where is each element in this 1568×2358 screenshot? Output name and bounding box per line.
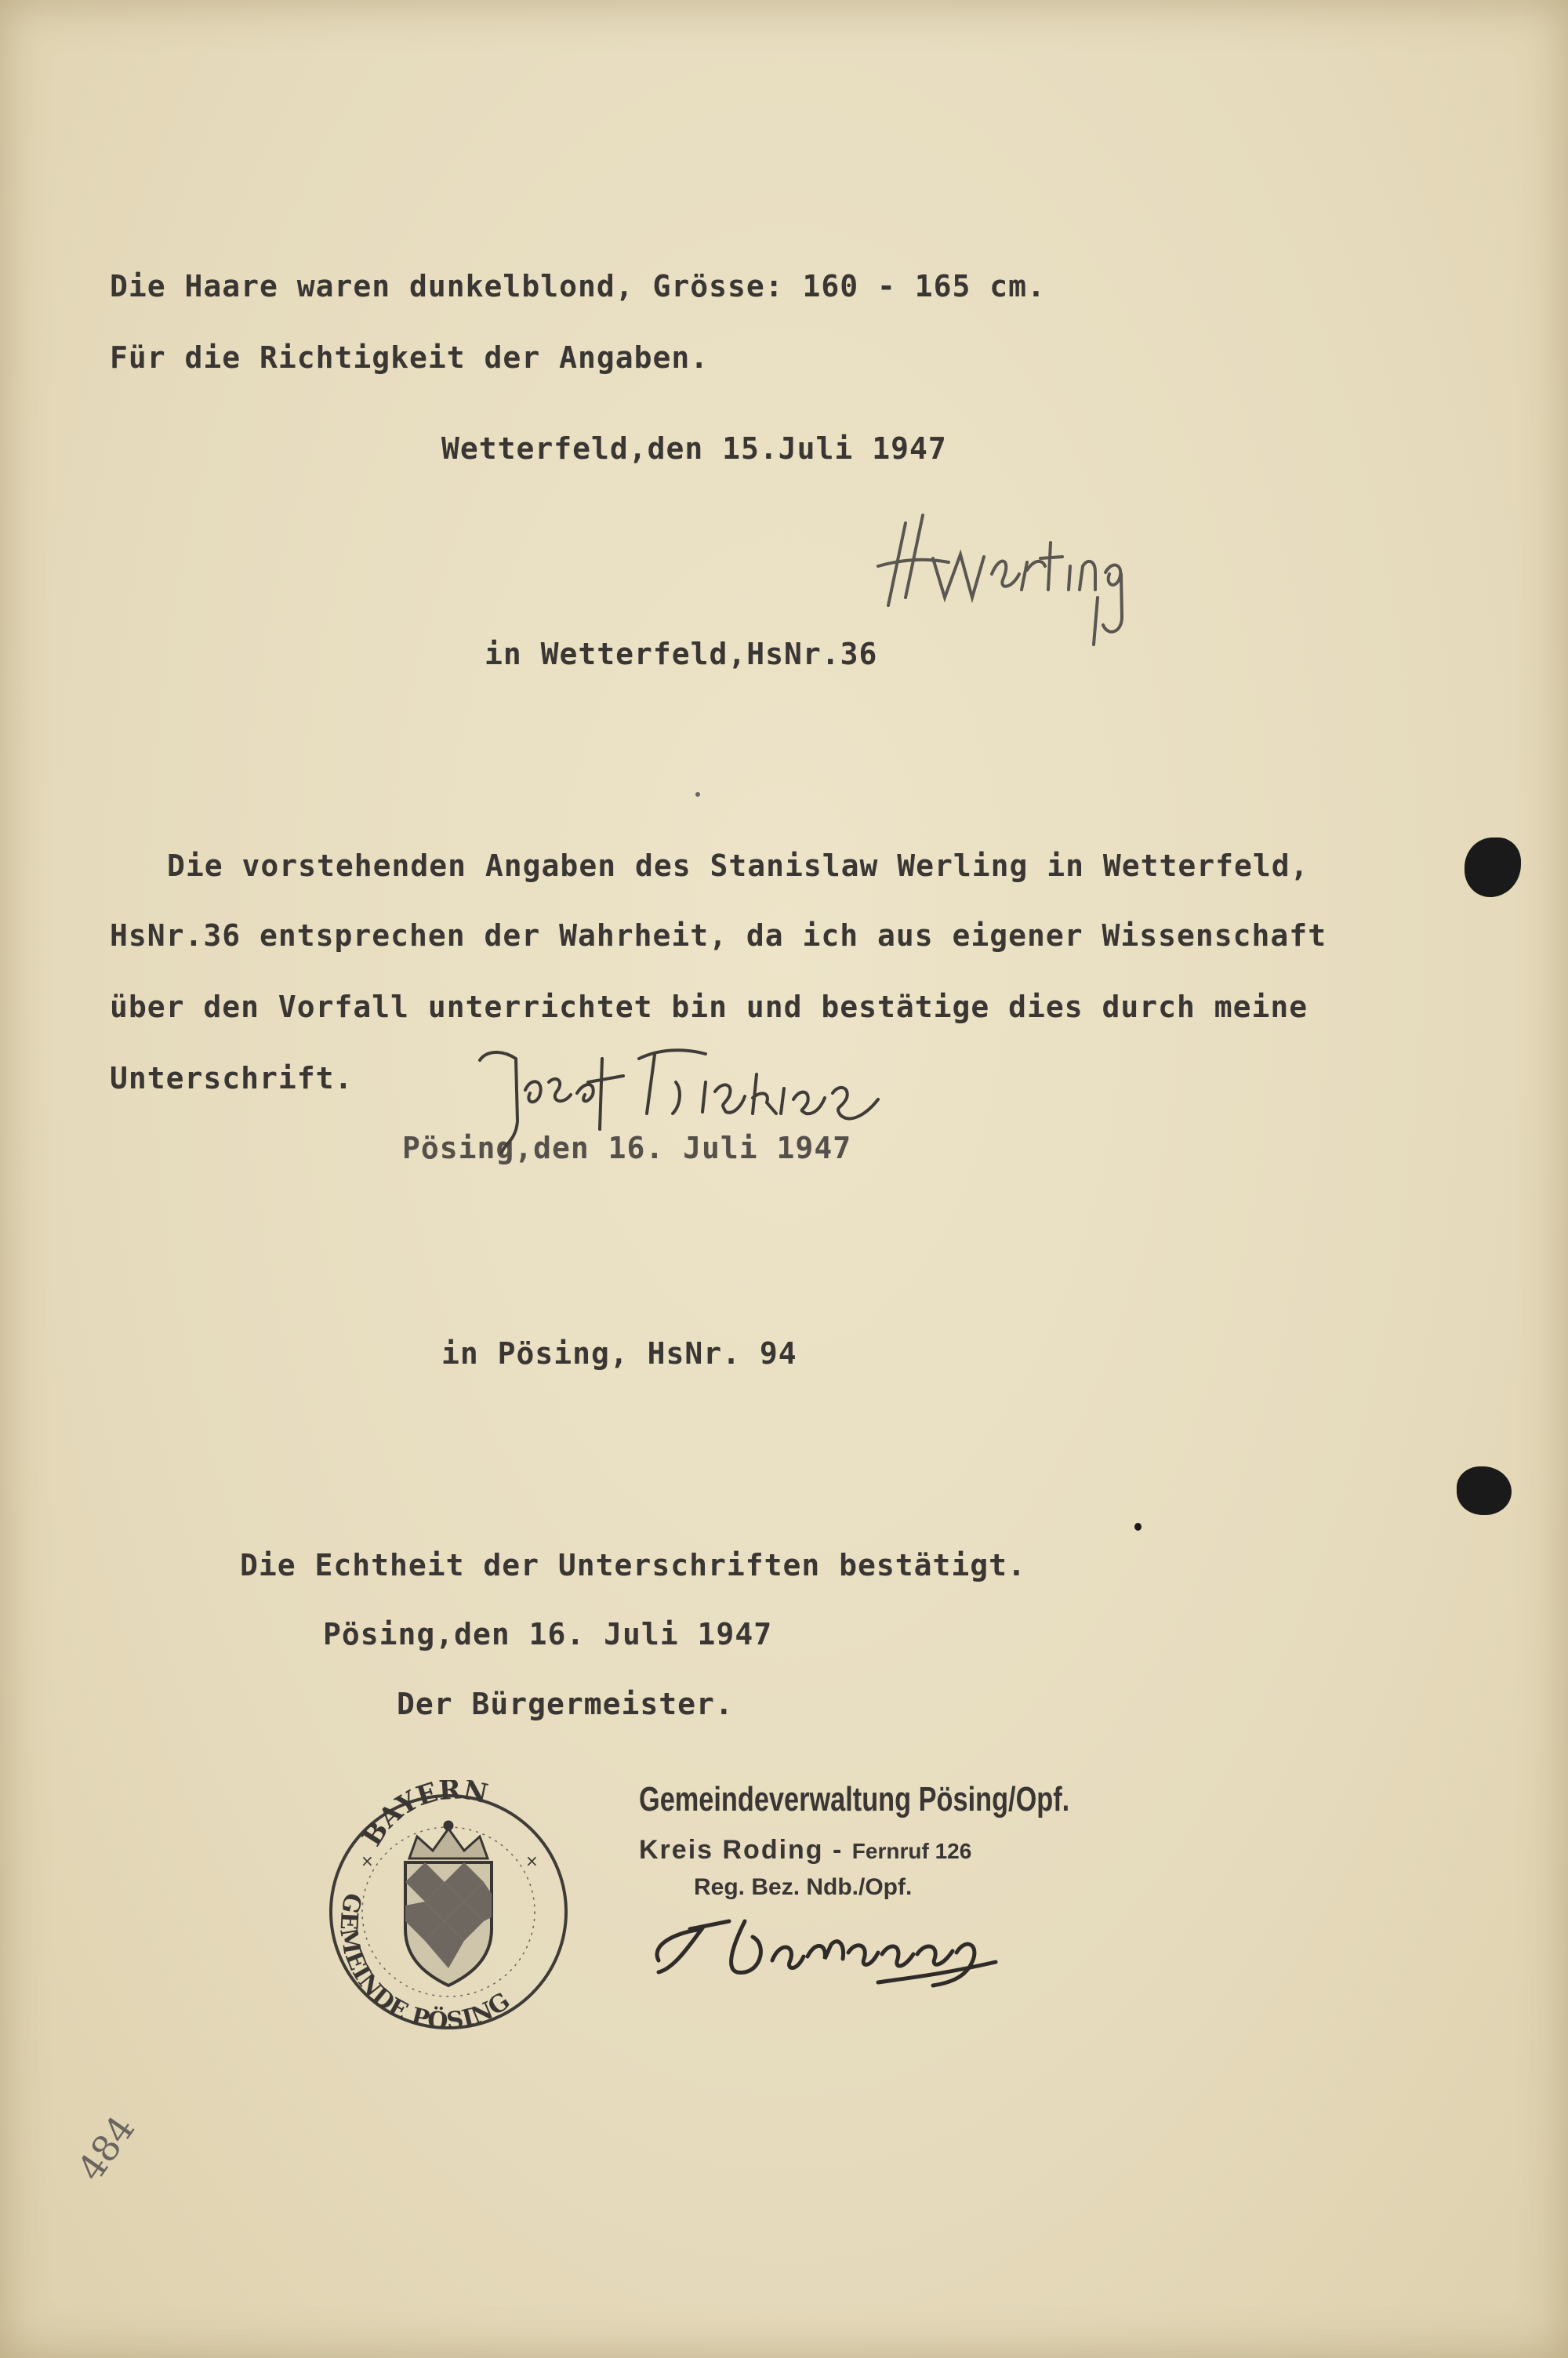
statement-line-2: HsNr.36 entsprechen der Wahrheit, da ich aus eigener Wissenschaft	[110, 918, 1327, 953]
margin-pencil-note: 484	[69, 2108, 143, 2189]
hair-height-line: Die Haare waren dunkelblond, Grösse: 160 - 165 cm.	[110, 269, 1046, 303]
address-wetterfeld: in Wetterfeld,HsNr.36	[485, 637, 878, 671]
stamp-region: Reg. Bez. Ndb./Opf.	[694, 1874, 913, 1900]
ink-speck	[695, 792, 700, 797]
address-poesing: in Pösing, HsNr. 94	[441, 1336, 797, 1371]
stamp-district: Kreis Roding -	[639, 1835, 844, 1865]
correctness-line: Für die Richtigkeit der Angaben.	[110, 340, 710, 375]
signature-mayor	[643, 1890, 1019, 1992]
statement-line-3: über den Vorfall unterrichtet bin und bestätige dies durch meine	[110, 990, 1308, 1024]
svg-text:×: ×	[525, 1851, 539, 1870]
punch-hole-bottom	[1457, 1466, 1512, 1515]
mayor-title: Der Bürgermeister.	[397, 1687, 734, 1721]
stamp-district-line	[639, 1835, 971, 1866]
authenticity-line: Die Echtheit der Unterschriften bestätigt.	[240, 1548, 1026, 1582]
svg-text:×: ×	[361, 1851, 374, 1870]
statement-line-1: Die vorstehenden Angaben des Stanislaw Werling in Wetterfeld,	[167, 848, 1309, 883]
statement-line-4: Unterschrift.	[110, 1061, 354, 1095]
signature-werling	[874, 480, 1133, 652]
stamp-office-name: Gemeindeverwaltung Pösing/Opf.	[639, 1780, 1070, 1818]
seal-ring-text: GEMEINDE PÖSING	[334, 1890, 516, 2036]
municipal-seal	[323, 1780, 574, 2039]
place-date-wetterfeld: Wetterfeld,den 15.Juli 1947	[441, 431, 947, 466]
signature-josef	[470, 1027, 941, 1161]
seal-top-text: BAYERN	[356, 1780, 491, 1852]
stamp-phone: Fernruf 126	[851, 1839, 972, 1863]
place-date-mayor: Pösing,den 16. Juli 1947	[323, 1617, 773, 1651]
place-date-poesing: Pösing,den 16. Juli 1947	[402, 1131, 852, 1165]
ink-speck	[1134, 1523, 1142, 1531]
